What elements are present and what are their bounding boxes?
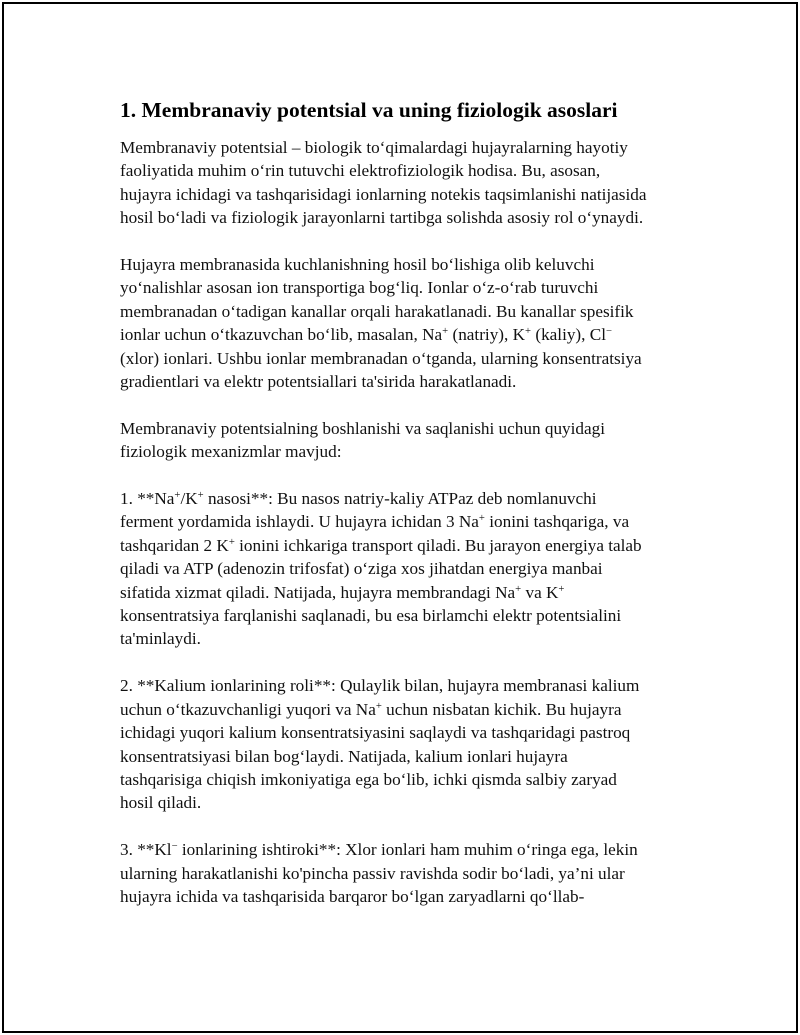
paragraph-line: konsentratsiyasi bilan bog‘laydi. Natijada, kalium ionlari hujayra: [120, 746, 568, 766]
paragraph-line: yo‘nalishlar asosan ion transportiga bog‘liq. Ionlar o‘z-o‘rab turuvchi: [120, 278, 599, 298]
paragraph: [120, 136, 700, 230]
section-heading: 1. Membranaviy potentsial va uning fiziologik asoslari: [120, 98, 618, 122]
paragraph-line: hosil qiladi.: [120, 793, 202, 813]
paragraph-line: hujayra ichida va tashqarisida barqaror bo‘lgan zaryadlarni qo‘llab-: [120, 886, 585, 906]
paragraph-line: 3. **Kl− ionlarining ishtiroki**: Xlor ionlari ham muhim o‘ringa ega, lekin: [120, 840, 638, 860]
paragraph-line: Membranaviy potentsial – biologik to‘qimalardagi hujayralarning hayotiy: [120, 138, 628, 157]
paragraph: [120, 487, 700, 651]
paragraph-line: tashqaridan 2 K+ ionini ichkariga transport qiladi. Bu jarayon energiya talab: [120, 535, 642, 555]
document-page: [2, 2, 798, 1033]
paragraph-line: tashqarisiga chiqish imkoniyatiga ega bo‘lib, ichki qismda salbiy zaryad: [120, 769, 617, 789]
paragraph-line: ichidagi yuqori kalium konsentratsiyasini saqlaydi va tashqaridagi pastroq: [120, 723, 631, 743]
paragraph: [120, 417, 700, 464]
paragraph-line: ta'minlaydi.: [120, 629, 201, 649]
paragraph-list: [120, 136, 700, 908]
paragraph-line: membranadan o‘tadigan kanallar orqali harakatlanadi. Bu kanallar spesifik: [120, 301, 634, 321]
paragraph-line: ularning harakatlanishi ko'pincha passiv ravishda sodir bo‘ladi, ya’ni ular: [120, 863, 625, 883]
paragraph-line: konsentratsiya farqlanishi saqlanadi, bu esa birlamchi elektr potentsialini: [120, 606, 622, 626]
paragraph-line: ferment yordamida ishlaydi. U hujayra ichidan 3 Na+ ionini tashqariga, va: [120, 512, 630, 532]
paragraph-line: Membranaviy potentsialning boshlanishi va saqlanishi uchun quyidagi: [120, 418, 605, 438]
paragraph-line: fiziologik mexanizmlar mavjud:: [120, 442, 342, 462]
paragraph-line: uchun o‘tkazuvchanligi yuqori va Na+ uchun nisbatan kichik. Bu hujayra: [120, 699, 622, 719]
paragraph-line: sifatida xizmat qiladi. Natijada, hujayra membrandagi Na+ va K+: [120, 582, 565, 602]
paragraph: [120, 253, 700, 393]
paragraph-line: hujayra ichidagi va tashqarisidagi ionlarning notekis taqsimlanishi natijasida: [120, 184, 647, 204]
paragraph-line: gradientlari va elektr potentsiallari ta'sirida harakatlanadi.: [120, 372, 517, 392]
paragraph-line: ionlar uchun o‘tkazuvchan bo‘lib, masalan, Na+ (natriy), K+ (kaliy), Cl−: [120, 325, 613, 345]
document-body: [120, 96, 700, 932]
paragraph-line: 2. **Kalium ionlarining roli**: Qulaylik bilan, hujayra membranasi kalium: [120, 676, 640, 696]
paragraph-line: hosil bo‘ladi va fiziologik jarayonlarni tartibga solishda asosiy rol o‘ynaydi.: [120, 208, 644, 228]
paragraph-line: 1. **Na+/K+ nasosi**: Bu nasos natriy-kaliy ATPaz deb nomlanuvchi: [120, 489, 597, 509]
paragraph-line: Hujayra membranasida kuchlanishning hosil bo‘lishiga olib keluvchi: [120, 255, 595, 275]
paragraph-line: (xlor) ionlari. Ushbu ionlar membranadan o‘tganda, ularning konsentratsiya: [120, 348, 642, 368]
paragraph: [120, 674, 700, 814]
paragraph-line: faoliyatida muhim o‘rin tutuvchi elektrofiziologik hodisa. Bu, asosan,: [120, 161, 601, 181]
paragraph-line: qiladi va ATP (adenozin trifosfat) o‘ziga xos jihatdan energiya manbai: [120, 559, 603, 579]
paragraph: [120, 838, 700, 908]
